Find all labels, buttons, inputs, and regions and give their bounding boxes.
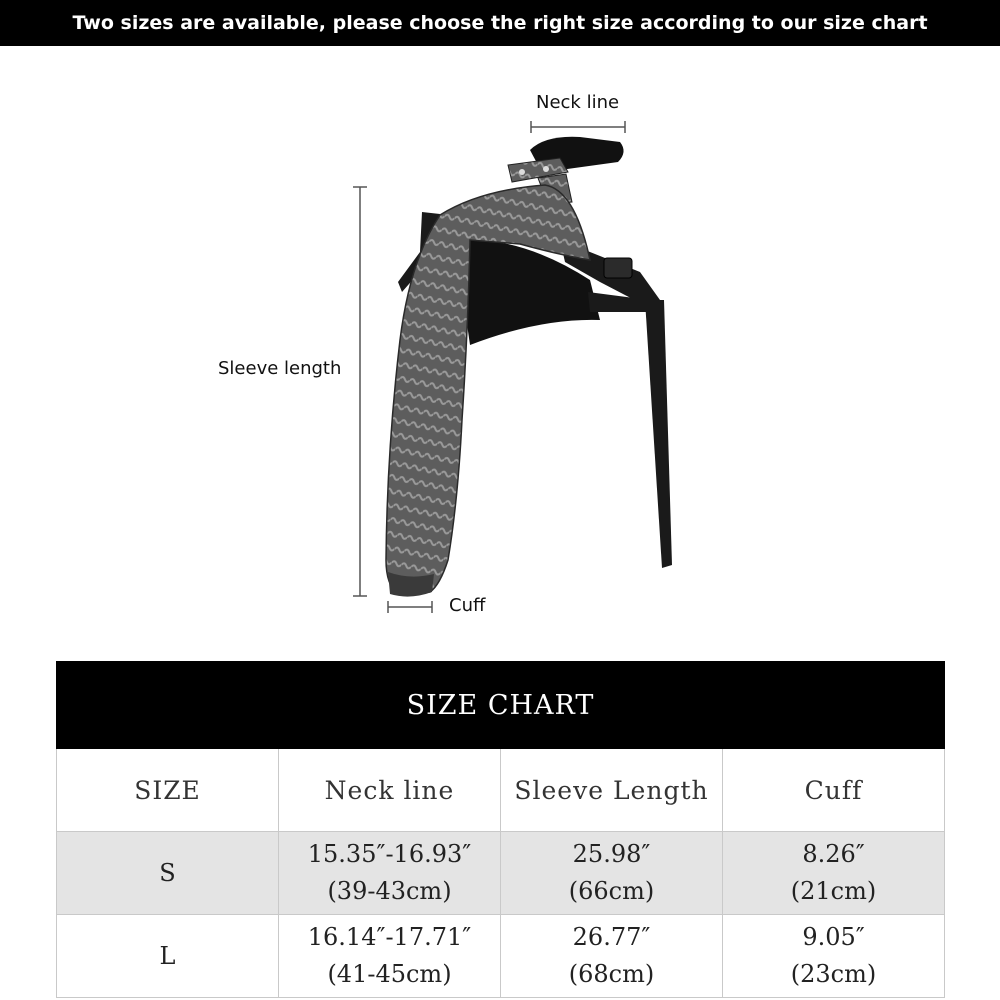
sleeve-cell	[501, 832, 723, 915]
neck-inch: 16.14″-17.71″	[307, 923, 472, 951]
neck-cm: (39-43cm)	[327, 877, 452, 905]
size-cell: L	[57, 915, 279, 998]
table-row	[57, 915, 945, 998]
header-size: SIZE	[57, 749, 279, 832]
header-sleeve-length: Sleeve Length	[501, 749, 723, 832]
cuff-inch: 8.26″	[802, 840, 865, 868]
neck-cm: (41-45cm)	[327, 960, 452, 988]
cuff-dimension-line	[388, 601, 432, 613]
sleeve-cell	[501, 915, 723, 998]
neck-cell	[279, 832, 501, 915]
neck-cell	[279, 915, 501, 998]
header-cuff: Cuff	[723, 749, 945, 832]
table-row	[57, 832, 945, 915]
cuff-cm: (21cm)	[790, 877, 877, 905]
sleeve-inch: 26.77″	[572, 923, 651, 951]
sleeve-cm: (66cm)	[568, 877, 655, 905]
size-chart-title: SIZE CHART	[57, 662, 945, 749]
sleeve-dimension-line	[353, 187, 367, 596]
cuff-label: Cuff	[449, 595, 486, 616]
sleeve-length-label: Sleeve length	[218, 358, 342, 379]
header-neck-line: Neck line	[279, 749, 501, 832]
cuff-cell	[723, 915, 945, 998]
cuff-cm: (23cm)	[790, 960, 877, 988]
neck-inch: 15.35″-16.93″	[307, 840, 472, 868]
sleeve-cm: (68cm)	[568, 960, 655, 988]
cuff-cell	[723, 832, 945, 915]
neck-line-label: Neck line	[536, 92, 620, 113]
sleeve-inch: 25.98″	[572, 840, 651, 868]
cuff-inch: 9.05″	[802, 923, 865, 951]
header-row	[57, 749, 945, 832]
neck-dimension-line	[531, 121, 625, 133]
banner-text: Two sizes are available, please choose the right size according to our size chart	[72, 12, 928, 34]
size-cell: S	[57, 832, 279, 915]
size-chart-table	[56, 661, 945, 998]
